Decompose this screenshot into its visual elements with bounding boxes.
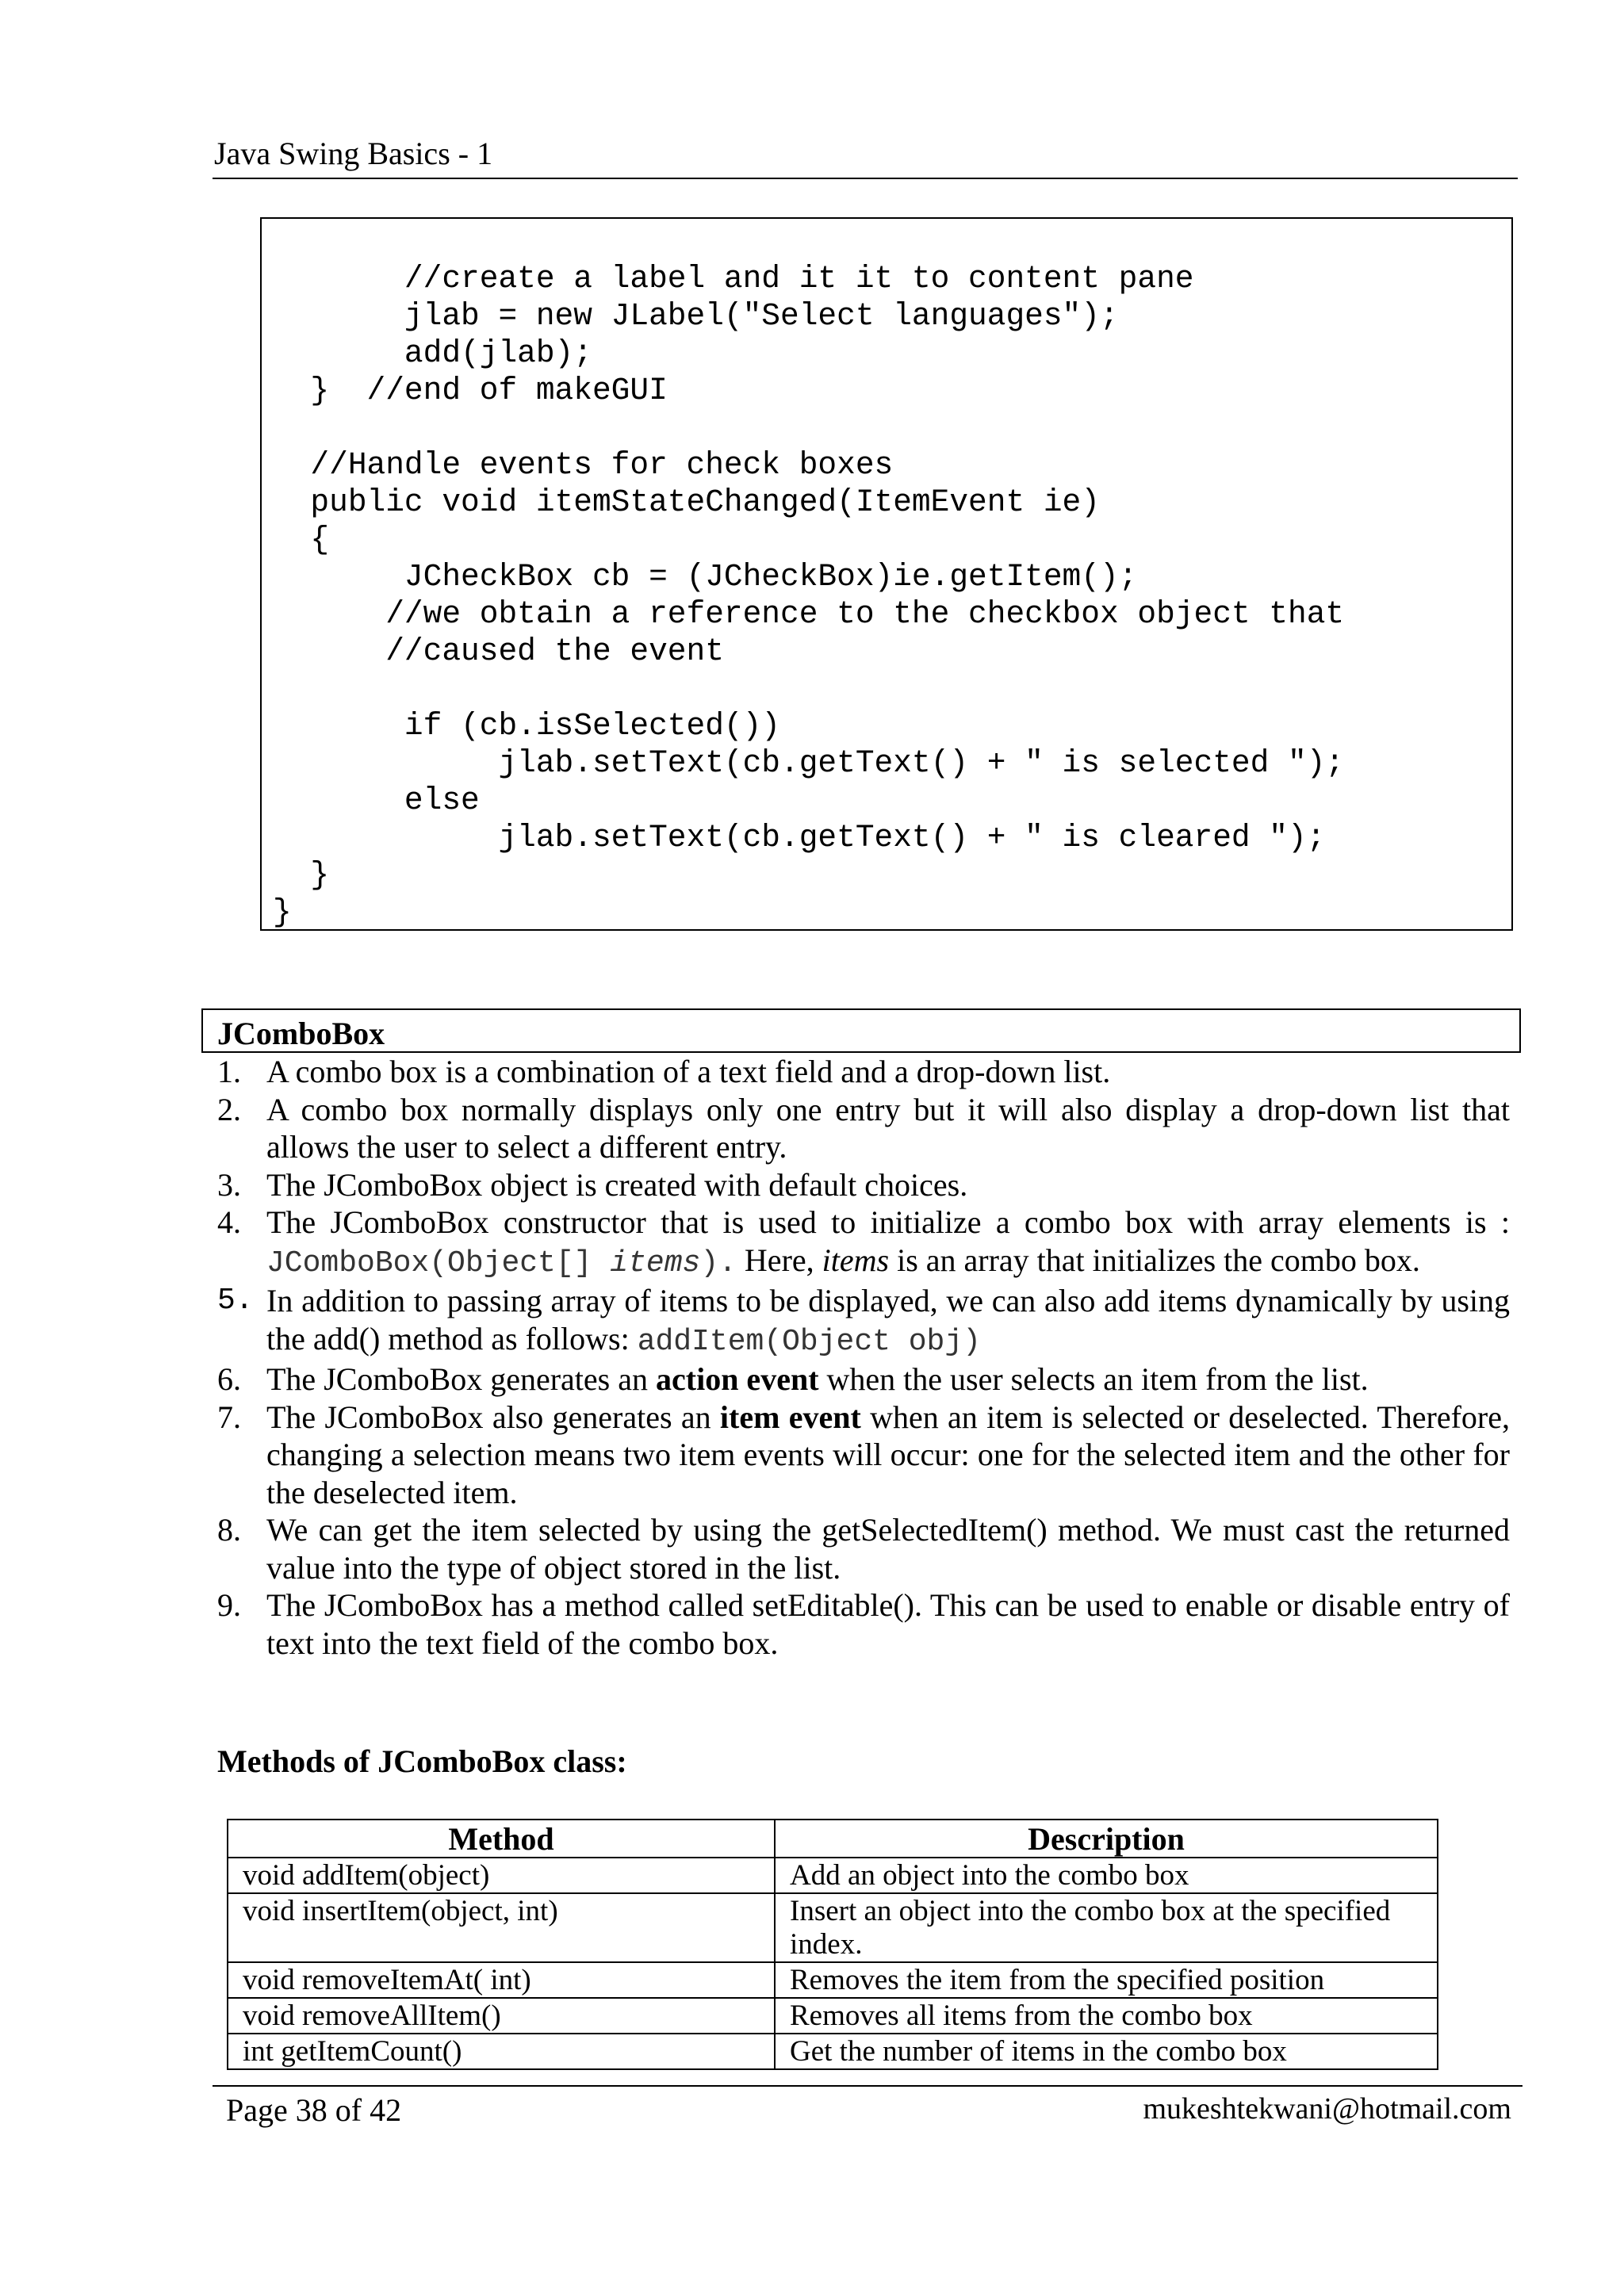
list-item-text: Here, bbox=[736, 1242, 822, 1278]
code-listing-box bbox=[260, 217, 1513, 931]
code-line: } bbox=[273, 894, 292, 930]
code-line: jlab.setText(cb.getText() + " is selected "); bbox=[273, 745, 1345, 781]
description-cell: Get the number of items in the combo box bbox=[775, 2034, 1438, 2069]
header-rule bbox=[213, 178, 1518, 179]
list-item bbox=[217, 1399, 1510, 1512]
list-item bbox=[217, 1511, 1510, 1586]
list-item-text: The JComboBox constructor that is used to initialize a combo box with array elements is : bbox=[266, 1204, 1510, 1240]
methods-table bbox=[227, 1819, 1438, 2070]
list-item bbox=[217, 1203, 1510, 1282]
code-line: JCheckBox cb = (JCheckBox)ie.getItem(); bbox=[273, 559, 1138, 595]
code-line: jlab = new JLabel("Select languages"); bbox=[273, 298, 1119, 334]
code-line: { bbox=[273, 522, 330, 557]
table-row bbox=[228, 2034, 1438, 2069]
code-line: } bbox=[273, 857, 330, 893]
list-item-number: 7. bbox=[217, 1399, 241, 1435]
table-header-row bbox=[228, 1820, 1438, 1858]
list-item-text: The JComboBox generates an bbox=[266, 1361, 656, 1397]
list-item-text: is an array that initializes the combo box. bbox=[889, 1242, 1420, 1278]
header-title: Java Swing Basics - 1 bbox=[214, 136, 493, 171]
table-row bbox=[228, 1962, 1438, 1998]
list-item bbox=[217, 1586, 1510, 1662]
list-item-number: 8. bbox=[217, 1512, 241, 1548]
code-line: jlab.setText(cb.getText() + " is cleared "); bbox=[273, 820, 1326, 855]
list-item-text: We can get the item selected by using the getSelectedItem() method. We must cast the returned value into the type of object stored in the list. bbox=[266, 1512, 1510, 1586]
list-item-number: 2. bbox=[217, 1091, 241, 1127]
code-listing bbox=[273, 260, 1344, 931]
method-cell: void insertItem(object, int) bbox=[228, 1893, 775, 1962]
bold-term: action event bbox=[656, 1361, 819, 1397]
inline-code: ). bbox=[700, 1246, 737, 1280]
code-line: } //end of makeGUI bbox=[273, 373, 668, 408]
method-cell: void removeAllItem() bbox=[228, 1998, 775, 2034]
method-cell: void removeItemAt( int) bbox=[228, 1962, 775, 1998]
footer-rule bbox=[213, 2085, 1522, 2087]
description-cell: Removes all items from the combo box bbox=[775, 1998, 1438, 2034]
section-title-box bbox=[201, 1008, 1521, 1053]
inline-code: JComboBox(Object[] bbox=[266, 1246, 611, 1280]
list-item-text: A combo box normally displays only one entry but it will also display a drop-down list that allows the user to select a different entry. bbox=[266, 1091, 1510, 1165]
code-line: add(jlab); bbox=[273, 335, 592, 371]
code-line: if (cb.isSelected()) bbox=[273, 708, 781, 744]
list-item-text: when an item is selected or deselected. Therefore, changing a selection means two item events will occur: one for the selected item and the other for the deselected item. bbox=[266, 1399, 1510, 1510]
list-item-text: A combo box is a combination of a text field and a drop-down list. bbox=[266, 1054, 1111, 1089]
italic-term: items bbox=[822, 1242, 890, 1278]
page-number: Page 38 of 42 bbox=[226, 2092, 402, 2128]
list-item-number: 1. bbox=[217, 1054, 241, 1089]
description-cell: Add an object into the combo box bbox=[775, 1858, 1438, 1893]
list-item-number: 3. bbox=[217, 1166, 241, 1203]
table-row bbox=[228, 1858, 1438, 1893]
description-cell: Removes the item from the specified position bbox=[775, 1962, 1438, 1998]
list-item bbox=[217, 1360, 1510, 1399]
method-cell: int getItemCount() bbox=[228, 2034, 775, 2069]
list-item bbox=[217, 1282, 1510, 1360]
code-line: //we obtain a reference to the checkbox object that bbox=[273, 596, 1345, 632]
list-item-text: The JComboBox has a method called setEditable(). This can be used to enable or disable entry of text into the text field of the combo box. bbox=[266, 1587, 1510, 1661]
code-line: else bbox=[273, 783, 480, 818]
list-item-text: The JComboBox object is created with default choices. bbox=[266, 1166, 968, 1203]
list-item-text: In addition to passing array of items to be displayed, we can also add items dynamically by using the add() method as follows: bbox=[266, 1283, 1510, 1357]
list-item bbox=[217, 1053, 1510, 1091]
table-row bbox=[228, 1998, 1438, 2034]
column-header-description: Description bbox=[775, 1820, 1438, 1858]
list-item-number: 4. bbox=[217, 1204, 241, 1240]
author-email: mukeshtekwani@hotmail.com bbox=[1143, 2092, 1511, 2126]
methods-heading: Methods of JComboBox class: bbox=[217, 1743, 627, 1779]
jcombobox-points-list bbox=[217, 1053, 1510, 1662]
list-item bbox=[217, 1091, 1510, 1166]
code-line: //create a label and it it to content pane bbox=[273, 261, 1194, 297]
bold-term: item event bbox=[719, 1399, 861, 1435]
inline-code: addItem(Object obj) bbox=[637, 1324, 981, 1359]
code-line: public void itemStateChanged(ItemEvent ie) bbox=[273, 484, 1100, 520]
code-line: //Handle events for check boxes bbox=[273, 447, 894, 483]
code-line: //caused the event bbox=[273, 633, 724, 669]
list-item-number: 5. bbox=[217, 1284, 254, 1318]
column-header-method: Method bbox=[228, 1820, 775, 1858]
list-item-text: when the user selects an item from the list. bbox=[818, 1361, 1369, 1397]
method-cell: void addItem(object) bbox=[228, 1858, 775, 1893]
table-row bbox=[228, 1893, 1438, 1962]
list-item-text: The JComboBox also generates an bbox=[266, 1399, 720, 1435]
list-item-number: 6. bbox=[217, 1361, 241, 1397]
section-title: JComboBox bbox=[217, 1016, 385, 1051]
inline-code-italic: items bbox=[610, 1246, 701, 1280]
list-item-number: 9. bbox=[217, 1587, 241, 1623]
list-item bbox=[217, 1166, 1510, 1204]
description-cell: Insert an object into the combo box at the specified index. bbox=[775, 1893, 1438, 1962]
